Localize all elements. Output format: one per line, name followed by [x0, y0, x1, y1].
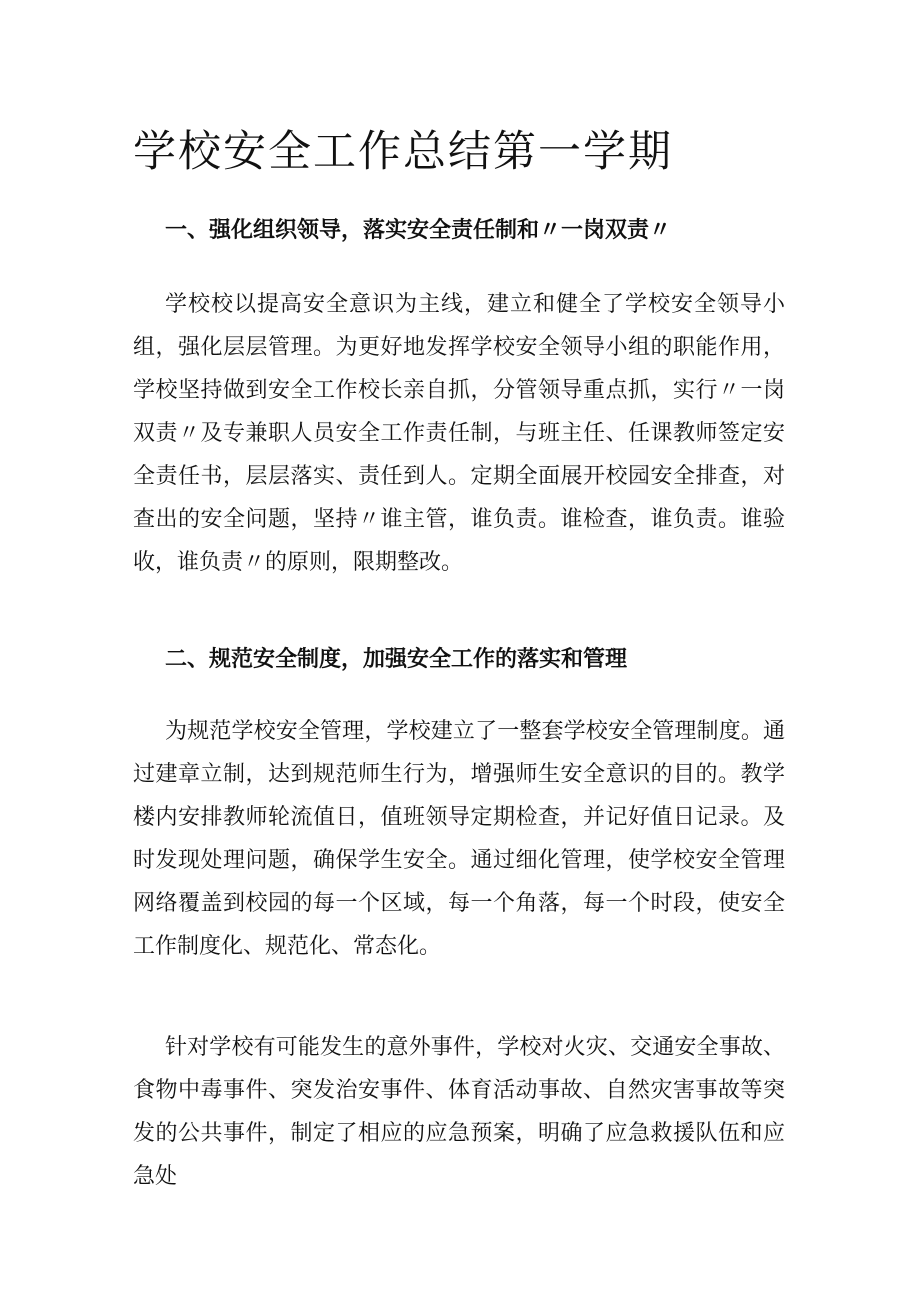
section-2-paragraph-2: 针对学校有可能发生的意外事件，学校对火灾、交通安全事故、食物中毒事件、突发治安事件、体育活动事故、自然灾害事故等突发的公共事件，制定了相应的应急预案，明确了应急救援队伍和应急处: [133, 1035, 785, 1189]
section-heading-1: 一、强化组织领导，落实安全责任制和〃一岗双责〃: [165, 218, 672, 243]
section-heading-2: 二、规范安全制度，加强安全工作的落实和管理: [165, 647, 628, 672]
document-title: 学校安全工作总结第一学期: [133, 127, 673, 177]
section-1-paragraph-1: 学校校以提高安全意识为主线，建立和健全了学校安全领导小组，强化层层管理。为更好地发挥学校安全领导小组的职能作用，学校坚持做到安全工作校长亲自抓，分管领导重点抓，实行〃一岗双责〃及专兼职人员安全工作责任制，与班主任、任课教师签定安全责任书，层层落实、责任到人。定期全面展开校园安全排查，对查出的安全问题，坚持〃谁主管，谁负责。谁检查，谁负责。谁验收，谁负责〃的原则，限期整改。: [133, 292, 785, 575]
section-2-paragraph-1: 为规范学校安全管理，学校建立了一整套学校安全管理制度。通过建章立制，达到规范师生行为，增强师生安全意识的目的。教学楼内安排教师轮流值日，值班领导定期检查，并记好值日记录。及时发现处理问题，确保学生安全。通过细化管理，使学校安全管理网络覆盖到校园的每一个区域，每一个角落，每一个时段，使安全工作制度化、规范化、常态化。: [133, 719, 785, 959]
